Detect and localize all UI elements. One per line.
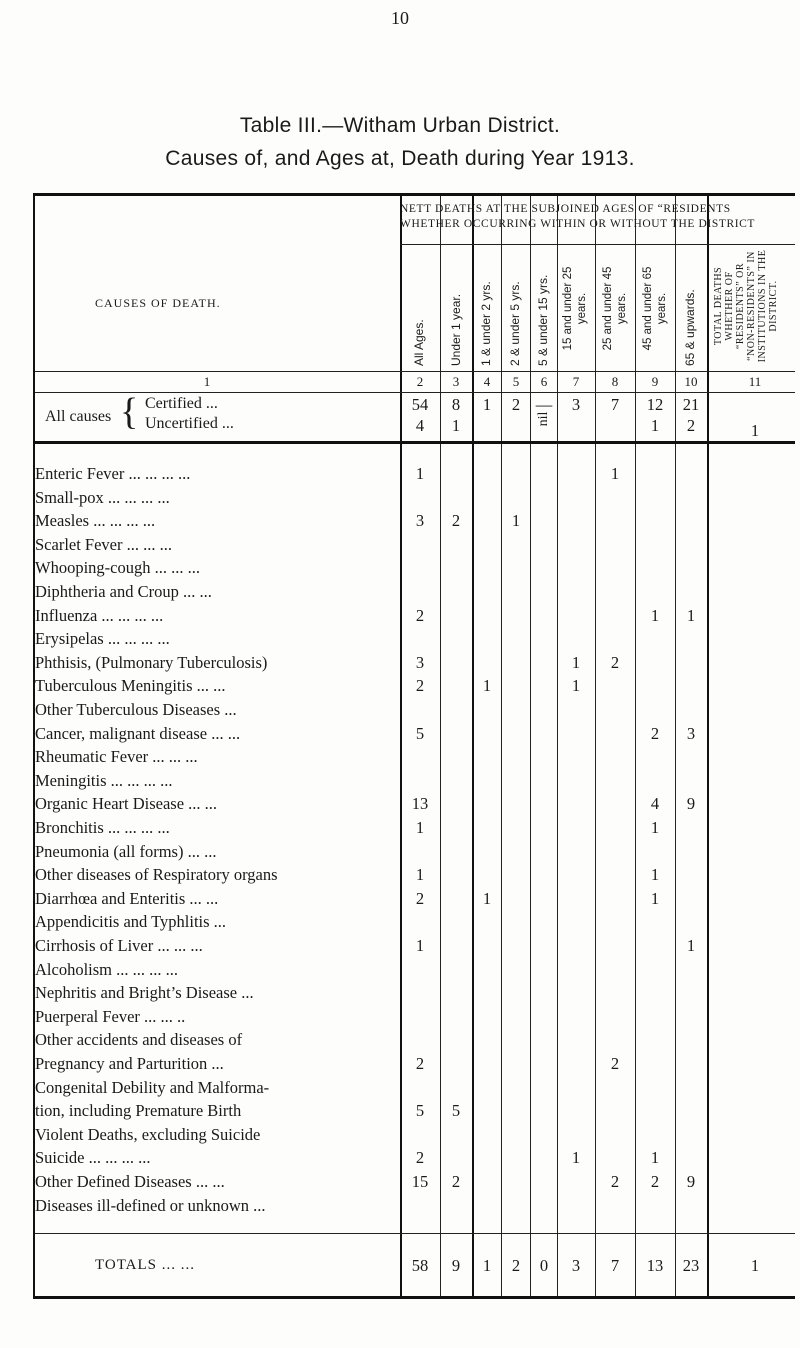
table-cell: 2 <box>610 652 620 672</box>
totals-cell: 3 <box>571 1256 581 1275</box>
table-title: Table III.—Witham Urban District. <box>239 114 561 137</box>
column-divider <box>595 196 596 1296</box>
table-cell: 1 <box>571 676 581 696</box>
table-cell: 1 <box>482 888 492 908</box>
cause-label: Cancer, malignant disease ... ... <box>35 723 241 743</box>
cause-label: Organic Heart Disease ... ... <box>35 794 218 814</box>
cause-label: Whooping-cough ... ... ... <box>35 558 200 578</box>
cause-label: Phthisis, (Pulmonary Tuberculosis) <box>35 652 268 672</box>
column-divider <box>675 196 676 1296</box>
column-number: 3 <box>452 374 460 389</box>
all-causes-cell: 3 <box>571 395 581 414</box>
page-number: 10 <box>391 8 409 28</box>
cause-label: Appendicitis and Typhlitis ... <box>35 912 227 932</box>
header-rule <box>35 441 795 444</box>
table-cell: 5 <box>451 1101 461 1121</box>
cause-label: Diseases ill-defined or unknown ... <box>35 1195 266 1215</box>
table-cell: 9 <box>686 794 696 814</box>
table-cell: 15 <box>411 1172 429 1191</box>
all-causes-cell: 8 <box>451 395 461 414</box>
totals-cell: 1 <box>482 1256 492 1275</box>
table-cell: 1 <box>415 818 425 837</box>
column-number: 8 <box>611 374 619 389</box>
table-cell: 2 <box>415 888 425 908</box>
all-causes-label: All causes <box>45 408 112 425</box>
cause-label: Congenital Debility and Malforma- <box>35 1077 270 1097</box>
all-causes-cell: 1 <box>451 416 461 435</box>
cause-label: Other accidents and diseases of <box>35 1030 243 1050</box>
cause-label: Other Defined Diseases ... ... <box>35 1172 225 1191</box>
table-cell: 2 <box>415 605 425 625</box>
column-number: 7 <box>572 374 580 389</box>
table-cell: 1 <box>686 605 696 625</box>
column-number: 4 <box>483 374 491 389</box>
table-cell: 3 <box>415 511 425 531</box>
totals-cell: 58 <box>411 1256 429 1275</box>
table-cell: 9 <box>686 1172 696 1191</box>
column-divider <box>400 196 402 1296</box>
cause-label: Measles ... ... ... ... <box>35 511 156 531</box>
all-causes-cell: — <box>535 395 553 414</box>
cause-label: Nephritis and Bright’s Disease ... <box>35 983 254 1003</box>
table-cell: 1 <box>650 818 660 837</box>
col-header-5-15: 5 & under 15 yrs. <box>536 274 550 366</box>
column-divider <box>440 196 441 1296</box>
mortality-table <box>33 193 795 1299</box>
brace-glyph: { <box>120 391 139 433</box>
uncertified-label: Uncertified ... <box>145 415 234 432</box>
col-header-15-25: 15 and under 25 years. <box>562 266 588 351</box>
header-rule <box>35 392 795 393</box>
column-divider <box>501 196 502 1296</box>
cause-label: Meningitis ... ... ... ... <box>35 770 173 790</box>
all-causes-institutions: 1 <box>750 421 760 440</box>
table-cell: 2 <box>610 1172 620 1191</box>
table-cell: 1 <box>650 605 660 625</box>
column-divider <box>530 196 531 1296</box>
table-cell: 4 <box>650 794 660 814</box>
column-divider <box>635 196 636 1296</box>
cause-label: Diphtheria and Croup ... ... <box>35 582 212 601</box>
totals-cell: 23 <box>682 1256 700 1275</box>
all-causes-cell: nil <box>536 411 551 427</box>
table-cell: 1 <box>571 652 581 672</box>
table-cell: 1 <box>571 1148 581 1168</box>
table-cell: 2 <box>451 1172 461 1191</box>
all-causes-cell: 2 <box>511 395 521 414</box>
cause-label: Other Tuberculous Diseases ... <box>35 700 237 719</box>
totals-cell: 2 <box>511 1256 521 1275</box>
table-cell: 1 <box>415 936 425 955</box>
table-cell: 2 <box>415 676 425 696</box>
cause-label: Scarlet Fever ... ... ... <box>35 534 173 554</box>
table-cell: 13 <box>411 794 429 814</box>
totals-label: TOTALS ... ... <box>95 1257 196 1273</box>
table-cell: 1 <box>511 511 521 531</box>
cause-label: Rheumatic Fever ... ... ... <box>35 747 198 767</box>
cause-label: Alcoholism ... ... ... ... <box>35 959 178 979</box>
column-number: 5 <box>512 374 520 389</box>
table-cell: 2 <box>610 1054 620 1073</box>
totals-rule <box>35 1233 795 1234</box>
totals-cell: 7 <box>610 1256 620 1275</box>
all-causes-cell: 1 <box>482 395 492 414</box>
certified-label: Certified ... <box>145 395 218 412</box>
col-header-institutions: TOTAL DEATHS WHETHER OF “RESIDENTS” OR “NON-RESIDENTS” IN INSTITUTIONS IN THE DISTRICT. <box>713 249 779 363</box>
table-cell: 1 <box>686 936 696 955</box>
table-cell: 2 <box>451 511 461 531</box>
table-cell: 2 <box>415 1054 425 1073</box>
totals-cell: 13 <box>646 1256 664 1275</box>
cause-label: Tuberculous Meningitis ... ... <box>35 676 226 696</box>
column-number: 1 <box>203 374 211 389</box>
table-cell: 1 <box>610 464 620 483</box>
col-header-65-up: 65 & upwards. <box>683 289 697 366</box>
table-cell: 1 <box>650 1148 660 1168</box>
table-subtitle: Causes of, and Ages at, Death during Year 1913. <box>165 147 635 170</box>
cause-label: Other diseases of Respiratory organs <box>35 865 278 885</box>
column-divider <box>707 196 709 1296</box>
column-number: 9 <box>651 374 659 389</box>
cause-label: Enteric Fever ... ... ... ... <box>35 464 191 483</box>
column-number: 2 <box>416 374 424 389</box>
table-cell: 3 <box>686 723 696 743</box>
causes-header: CAUSES OF DEATH. <box>95 296 221 310</box>
totals-cell: 9 <box>451 1256 461 1275</box>
table-cell: 1 <box>650 865 660 885</box>
column-divider <box>557 196 558 1296</box>
col-header-25-45: 25 and under 45 years. <box>602 266 628 351</box>
column-number: 11 <box>748 374 762 389</box>
cause-label: Bronchitis ... ... ... ... <box>35 818 170 837</box>
column-divider <box>472 196 474 1296</box>
table-cell: 5 <box>415 1101 425 1121</box>
all-causes-cell: 7 <box>610 395 620 414</box>
table-cell: 5 <box>415 723 425 743</box>
table-cell: 1 <box>415 865 425 885</box>
col-header-1-2: 1 & under 2 yrs. <box>479 281 493 366</box>
table-cell: 2 <box>650 723 660 743</box>
table-cell: 1 <box>482 676 492 696</box>
col-header-2-5: 2 & under 5 yrs. <box>508 281 522 366</box>
all-causes-cell: 1 <box>650 416 660 435</box>
col-header-under-1: Under 1 year. <box>449 293 463 366</box>
cause-label: Influenza ... ... ... ... <box>35 605 164 625</box>
column-number: 6 <box>540 374 548 389</box>
header-rule <box>35 371 795 372</box>
table-cell: 2 <box>415 1148 425 1168</box>
header-rule <box>400 244 795 245</box>
all-causes-cell: 21 <box>682 395 700 414</box>
all-causes-cell: 2 <box>686 416 696 435</box>
cause-label: Pneumonia (all forms) ... ... <box>35 841 217 861</box>
cause-label: Cirrhosis of Liver ... ... ... <box>35 936 203 955</box>
all-causes-cell: 54 <box>411 395 429 414</box>
cause-label: Small-pox ... ... ... ... <box>35 487 170 507</box>
table-cell: 2 <box>650 1172 660 1191</box>
totals-institutions: 1 <box>750 1256 760 1275</box>
cause-label: Erysipelas ... ... ... ... <box>35 629 170 649</box>
col-header-45-65: 45 and under 65 years. <box>642 266 668 351</box>
cause-label: Violent Deaths, excluding Suicide <box>35 1124 261 1144</box>
table-cell: 1 <box>415 464 425 483</box>
cause-label: Pregnancy and Parturition ... <box>35 1054 224 1073</box>
cause-label: tion, including Premature Birth <box>35 1101 242 1121</box>
cause-label: Puerperal Fever ... ... .. <box>35 1006 186 1026</box>
all-causes-cell: 12 <box>646 395 664 414</box>
cause-label: Suicide ... ... ... ... <box>35 1148 151 1168</box>
col-header-all-ages: All Ages. <box>412 319 426 366</box>
cause-label: Diarrhœa and Enteritis ... ... <box>35 888 219 908</box>
all-causes-cell: 4 <box>415 416 425 435</box>
table-cell: 1 <box>650 888 660 908</box>
header-top: NETT DEATHS AT THE SUBJOINED AGES OF “RESIDENTS WHETHER OCCURRING WITHIN OR WITHOUT THE DISTRICT <box>400 203 756 230</box>
column-number: 10 <box>684 374 698 389</box>
table-cell: 3 <box>415 652 425 672</box>
totals-cell: 0 <box>539 1256 549 1275</box>
